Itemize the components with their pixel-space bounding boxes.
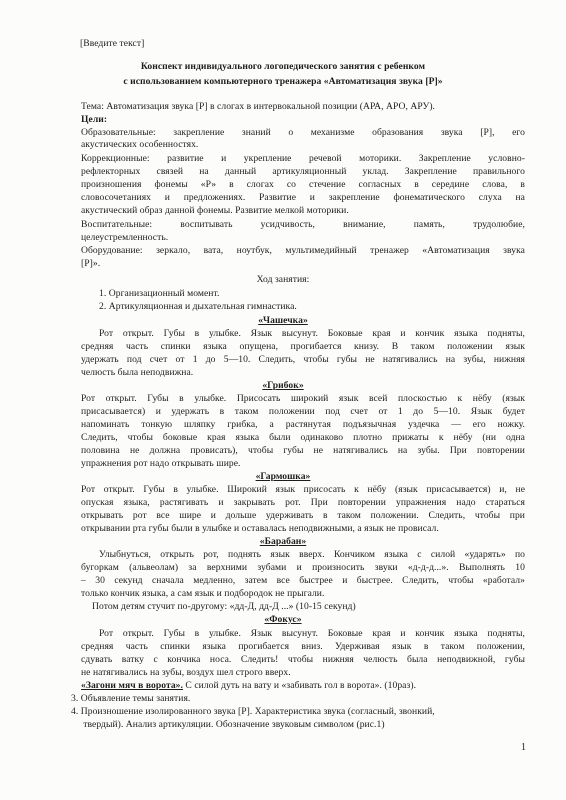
exercise-text: открывать рот все шире и дольше удерживать в таком положении. Следить, чтобы при: [81, 510, 525, 521]
exercise-title: «Барабан»: [259, 536, 307, 547]
goal-correctional-line: акустический образ данной фонемы. Развитие мелкой моторики.: [81, 205, 349, 216]
goal-correctional-line: Коррекционные: развитие и укрепление речевой моторики. Закрепление условно-: [81, 153, 525, 164]
exercise-text: Улыбнуться, открыть рот, поднять язык вверх. Кончиком языка с силой «ударять» по: [99, 549, 525, 560]
exercise-text: Следить, чтобы боковые края языка были одинаково плотно прижаты к нёбу (ни одна: [81, 432, 525, 443]
exercise-goal-label: «Загони мяч в ворота».: [81, 680, 183, 691]
exercise-text: – 30 секунд сначала медленно, затем все быстрее и быстрее. Следить, чтобы «работал»: [81, 575, 525, 586]
exercise-text: средняя часть спинки языка прогибается вниз. Удерживая язык в таком положении,: [81, 641, 525, 652]
equipment-line: Оборудование: зеркало, вата, ноутбук, мультимедийный тренажер «Автоматизация звука: [81, 245, 525, 256]
header-tag: [Введите текст]: [80, 38, 145, 49]
exercise-text: Потом детям стучит по-другому: «дд-Д, дд-Д ...» (10-15 секунд): [92, 601, 356, 612]
exercise-text: присасывается) и удержать в таком положении под счет от 1 до 5—10. Язык будет: [81, 406, 525, 417]
exercise-text: упражнения рот надо открывать шире.: [81, 458, 241, 469]
goal-correctional-line: рефлекторных связей на данный артикуляционный уклад. Закрепление правильного: [81, 166, 525, 177]
equipment-line: [Р]».: [81, 258, 101, 269]
exercise-title: «Фокус»: [264, 614, 302, 625]
topic: Тема: Автоматизация звука [Р] в слогах в интервокальной позиции (АРА, АРО, АРУ).: [81, 101, 436, 112]
step-item: твердый). Анализ артикуляции. Обозначение звуковым символом (рис.1): [71, 719, 385, 730]
step-item: 3. Объявление темы занятия.: [71, 693, 191, 704]
goal-educational-line: акустических особенностях.: [81, 139, 199, 150]
exercise-text: половина не должна провисать), чтобы губы не натягивались на зубы. При повторении: [81, 445, 525, 456]
exercise-goal-line: [81, 680, 416, 692]
goal-upbringing-line: Воспитательные: воспитывать усидчивость, внимание, память, трудолюбие,: [81, 219, 525, 230]
exercise-title: «Грибок»: [262, 380, 304, 391]
exercise-text: Рот открыт. Губы в улыбке. Язык высунут. Боковые края и кончик языка подняты,: [99, 628, 525, 639]
title-line-1: Конспект индивидуального логопедического занятия с ребенком: [140, 61, 426, 72]
exercise-title: «Гармошка»: [255, 471, 311, 482]
course-heading: Ход занятия:: [256, 274, 310, 285]
step-item: 2. Артикуляционная и дыхательная гимнастика.: [99, 301, 297, 312]
exercise-text: Рот открыт. Губы в улыбке. Язык высунут. Боковые края и кончик языка подняты,: [99, 328, 525, 339]
goal-correctional-line: словосочетаниях и предложениях. Развитие и закрепление фонематического слуха на: [81, 192, 525, 203]
exercise-text: средняя часть спинки языка опущена, прогибается книзу. В таком положении язык: [81, 341, 525, 352]
step-item: 4. Произношение изолированного звука [Р]. Характеристика звука (согласный, звонкий,: [71, 706, 435, 717]
exercise-text: Рот открыт. Губы в улыбке. Присосать широкий язык всей плоскостью к нёбу (язык: [81, 393, 525, 404]
exercise-goal-text: С силой дуть на вату и «забивать гол в ворота». (10раз).: [182, 680, 417, 691]
title-line-2: с использованием компьютерного тренажера «Автоматизация звука [Р]»: [123, 76, 443, 87]
goals-heading: Цели:: [81, 114, 108, 125]
goal-upbringing-line: целеустремленность.: [81, 232, 169, 243]
goal-correctional-line: произношения фонемы «Р» в слогах со стечение согласных в середине слова, в: [81, 179, 525, 190]
page-number: 1: [520, 742, 526, 753]
exercise-title: «Чашечка»: [258, 315, 308, 326]
exercise-text: удержать под счет от 1 до 5—10. Следить, чтобы губы не натягивались на зубы, нижняя: [81, 354, 525, 365]
goal-educational-line: Образовательные: закрепление знаний о механизме образования звука [Р], его: [81, 127, 525, 138]
exercise-text: Рот открыт. Губы в улыбке. Широкий язык присосать к нёбу (язык присасывается) и, не: [81, 484, 525, 495]
exercise-text: не натягивались на зубы, воздух шел строго вверх.: [81, 667, 291, 678]
exercise-text: только кончик языка, а сам язык и подбородок не прыгали.: [81, 588, 325, 599]
exercise-text: напоминать тонкую шляпку грибка, а растянутая подъязычная уздечка — его ножку.: [81, 419, 525, 430]
exercise-text: челюсть была неподвижна.: [81, 367, 194, 378]
exercise-text: опуская языка, растягивать и закрывать рот. При повторении упражнения надо стараться: [81, 497, 525, 508]
exercise-text: сдувать ватку с кончика носа. Следить! чтобы нижняя челюсть была неподвижной, губы: [81, 654, 525, 665]
exercise-text: бугоркам (альвеолам) за верхними зубами и произносить звуки «д-д-д...». Выполнять 10: [81, 562, 525, 573]
exercise-text: открывании рта губы были в улыбке и оставалась неподвижными, а язык не провисал.: [81, 523, 439, 534]
step-item: 1. Организационный момент.: [99, 288, 220, 299]
